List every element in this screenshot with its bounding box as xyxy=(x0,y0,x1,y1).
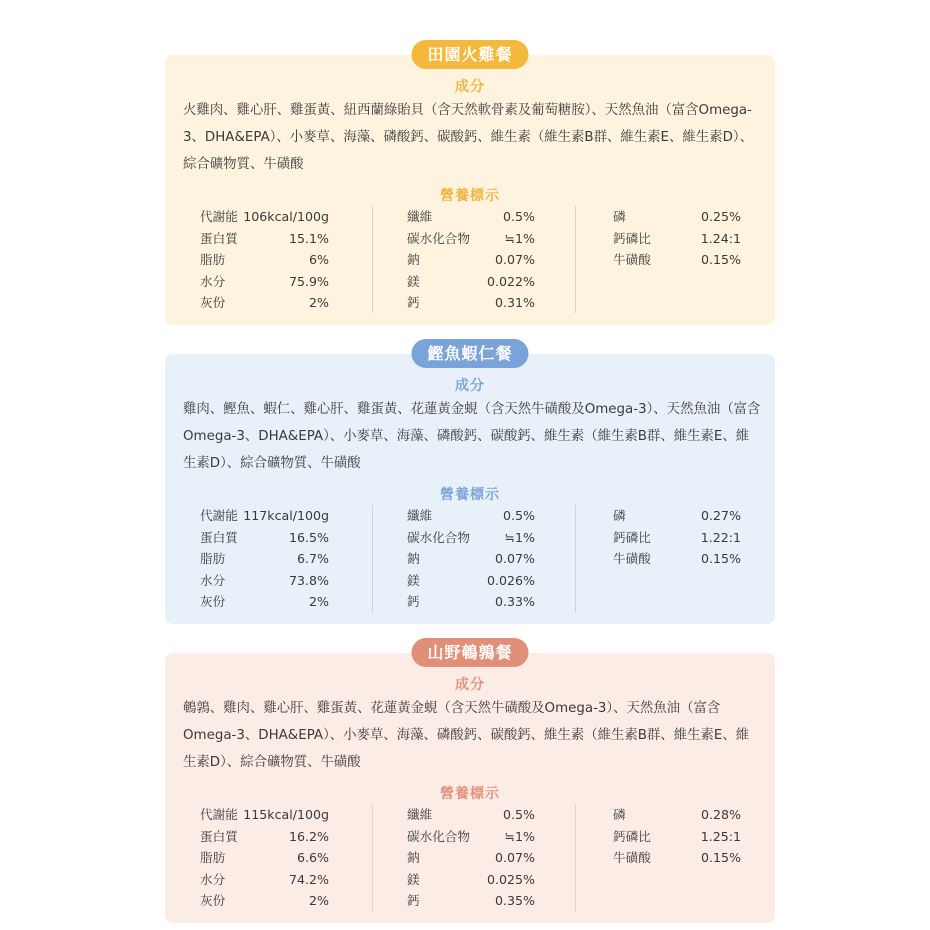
nutrition-label: 水分 xyxy=(200,572,226,588)
nutrition-label: 牛磺酸 xyxy=(613,551,651,567)
nutrition-column xyxy=(407,505,535,613)
nutrition-value: 74.2% xyxy=(288,871,329,887)
nutrition-row xyxy=(200,847,329,869)
nutrition-label: 蛋白質 xyxy=(200,230,238,246)
nutrition-heading: 營養標示 xyxy=(440,487,500,503)
nutrition-value: ≒1% xyxy=(504,529,535,545)
nutrition-value: 0.27% xyxy=(700,508,741,523)
ingredients-text: 火雞肉、雞心肝、雞蛋黃、紐西蘭綠貽貝（含天然軟骨素及葡萄糖胺）、天然魚油（富含Omega-3、DHA&EPA）、小麥草、海藻、磷酸鈣、碳酸鈣、維生素（維生素B群、維生素E、維生素D）、綜合礦物質、牛磺酸 xyxy=(183,103,753,172)
nutrition-label: 脂肪 xyxy=(200,551,226,567)
nutrition-row xyxy=(200,591,329,613)
nutrition-row xyxy=(613,847,741,869)
nutrition-value: 2% xyxy=(309,594,329,610)
nutrition-value: 2% xyxy=(309,893,329,909)
nutrition-row xyxy=(407,548,535,570)
nutrition-value: 0.025% xyxy=(486,871,535,887)
nutrition-label: 磷 xyxy=(613,508,626,523)
nutrition-value: 0.28% xyxy=(700,807,741,822)
nutrition-row xyxy=(200,826,329,848)
nutrition-label: 碳水化合物 xyxy=(407,828,470,844)
nutrition-value: 75.9% xyxy=(288,273,329,289)
nutrition-row xyxy=(407,591,535,613)
ingredients-heading: 成分 xyxy=(455,378,485,394)
nutrition-label: 灰份 xyxy=(200,295,226,311)
nutrition-value: 6.7% xyxy=(297,551,329,567)
nutrition-label: 纖維 xyxy=(407,508,433,523)
column-divider xyxy=(372,804,373,911)
nutrition-value: 0.31% xyxy=(494,295,535,311)
nutrition-row xyxy=(407,847,535,869)
nutrition-label: 脂肪 xyxy=(200,850,226,866)
nutrition-row xyxy=(407,826,535,848)
column-divider xyxy=(575,206,576,313)
nutrition-label: 碳水化合物 xyxy=(407,230,470,246)
nutrition-value: 1.25:1 xyxy=(700,828,741,844)
nutrition-column xyxy=(613,804,741,869)
nutrition-value: 1.24:1 xyxy=(700,230,741,246)
nutrition-value: 6.6% xyxy=(297,850,329,866)
nutrition-row xyxy=(200,271,329,293)
nutrition-label: 磷 xyxy=(613,209,626,224)
nutrition-label: 水分 xyxy=(200,273,226,289)
nutrition-row xyxy=(407,206,535,228)
nutrition-column xyxy=(200,505,329,613)
nutrition-label: 磷 xyxy=(613,807,626,822)
nutrition-value: 0.25% xyxy=(700,209,741,224)
nutrition-row xyxy=(407,271,535,293)
nutrition-value: 0.33% xyxy=(494,594,535,610)
nutrition-value: 1.22:1 xyxy=(700,529,741,545)
nutrition-row xyxy=(613,548,741,570)
nutrition-value: ≒1% xyxy=(504,230,535,246)
nutrition-value: 0.5% xyxy=(503,807,535,822)
nutrition-row xyxy=(200,228,329,250)
nutrition-label: 代謝能 xyxy=(200,209,238,224)
nutrition-value: 0.15% xyxy=(700,850,741,866)
nutrition-row xyxy=(407,804,535,826)
product-title-badge: 山野鵪鶉餐 xyxy=(411,638,528,667)
ingredients-text: 鵪鶉、雞肉、雞心肝、雞蛋黃、花蓮黃金蜆（含天然牛磺酸及Omega-3）、天然魚油（富含Omega-3、DHA&EPA）、小麥草、海藻、磷酸鈣、碳酸鈣、維生素（維生素B群、維生素E、維生素D）、綜合礦物質、牛磺酸 xyxy=(183,701,750,770)
nutrition-value: 0.026% xyxy=(486,572,535,588)
nutrition-row xyxy=(613,826,741,848)
nutrition-value: 0.15% xyxy=(700,551,741,567)
nutrition-label: 灰份 xyxy=(200,594,226,610)
nutrition-value: 106kcal/100g xyxy=(243,209,329,224)
nutrition-row xyxy=(200,292,329,314)
nutrition-label: 牛磺酸 xyxy=(613,252,651,268)
nutrition-label: 碳水化合物 xyxy=(407,529,470,545)
nutrition-label: 鎂 xyxy=(407,273,420,289)
nutrition-row xyxy=(407,505,535,527)
nutrition-label: 鈉 xyxy=(407,252,420,268)
nutrition-row xyxy=(407,249,535,271)
nutrition-value: 0.5% xyxy=(503,209,535,224)
nutrition-row xyxy=(200,890,329,912)
nutrition-value: 0.35% xyxy=(494,893,535,909)
nutrition-row xyxy=(407,292,535,314)
nutrition-row xyxy=(407,890,535,912)
nutrition-value: 0.07% xyxy=(494,850,535,866)
nutrition-row xyxy=(200,869,329,891)
nutrition-row xyxy=(200,548,329,570)
nutrition-heading: 營養標示 xyxy=(440,188,500,204)
column-divider xyxy=(372,206,373,313)
nutrition-label: 纖維 xyxy=(407,209,433,224)
nutrition-label: 代謝能 xyxy=(200,807,238,822)
nutrition-row xyxy=(407,869,535,891)
nutrition-row xyxy=(613,527,741,549)
ingredients-text: 雞肉、鰹魚、蝦仁、雞心肝、雞蛋黃、花蓮黃金蜆（含天然牛磺酸及Omega-3）、天然魚油（富含Omega-3、DHA&EPA）、小麥草、海藻、磷酸鈣、碳酸鈣、維生素（維生素B群、維生素E、維生素D）、綜合礦物質、牛磺酸 xyxy=(183,402,761,471)
ingredients-heading: 成分 xyxy=(455,79,485,95)
nutrition-value: 15.1% xyxy=(288,230,329,246)
nutrition-label: 鎂 xyxy=(407,572,420,588)
nutrition-label: 灰份 xyxy=(200,893,226,909)
nutrition-label: 脂肪 xyxy=(200,252,226,268)
product-card-quail xyxy=(165,643,775,923)
nutrition-column xyxy=(407,804,535,912)
nutrition-label: 鈣 xyxy=(407,594,420,610)
nutrition-column xyxy=(407,206,535,314)
nutrition-row xyxy=(200,527,329,549)
nutrition-label: 鎂 xyxy=(407,871,420,887)
nutrition-label: 代謝能 xyxy=(200,508,238,523)
nutrition-label: 鈣磷比 xyxy=(613,828,651,844)
nutrition-column xyxy=(200,804,329,912)
product-card-bonito-shrimp xyxy=(165,344,775,624)
nutrition-row xyxy=(613,206,741,228)
nutrition-value: 0.07% xyxy=(494,252,535,268)
nutrition-value: ≒1% xyxy=(504,828,535,844)
nutrition-column xyxy=(200,206,329,314)
nutrition-label: 蛋白質 xyxy=(200,529,238,545)
nutrition-row xyxy=(613,804,741,826)
nutrition-row xyxy=(200,249,329,271)
nutrition-label: 鈣 xyxy=(407,893,420,909)
nutrition-label: 鈉 xyxy=(407,551,420,567)
nutrition-label: 鈣磷比 xyxy=(613,529,651,545)
nutrition-value: 2% xyxy=(309,295,329,311)
product-title-badge: 鰹魚蝦仁餐 xyxy=(411,339,528,368)
nutrition-column xyxy=(613,206,741,271)
nutrition-row xyxy=(200,505,329,527)
nutrition-value: 117kcal/100g xyxy=(243,508,329,523)
nutrition-value: 73.8% xyxy=(288,572,329,588)
nutrition-label: 蛋白質 xyxy=(200,828,238,844)
nutrition-row xyxy=(200,804,329,826)
nutrition-label: 鈣 xyxy=(407,295,420,311)
nutrition-row xyxy=(407,228,535,250)
nutrition-row xyxy=(407,570,535,592)
nutrition-value: 6% xyxy=(309,252,329,268)
nutrition-row xyxy=(200,206,329,228)
nutrition-label: 鈣磷比 xyxy=(613,230,651,246)
column-divider xyxy=(575,505,576,612)
nutrition-value: 0.15% xyxy=(700,252,741,268)
nutrition-label: 纖維 xyxy=(407,807,433,822)
nutrition-value: 0.07% xyxy=(494,551,535,567)
nutrition-row xyxy=(613,505,741,527)
product-card-turkey xyxy=(165,45,775,325)
nutrition-value: 16.2% xyxy=(288,828,329,844)
nutrition-row xyxy=(200,570,329,592)
nutrition-label: 水分 xyxy=(200,871,226,887)
product-title-badge: 田園火雞餐 xyxy=(411,40,528,69)
nutrition-column xyxy=(613,505,741,570)
nutrition-value: 0.022% xyxy=(486,273,535,289)
nutrition-heading: 營養標示 xyxy=(440,786,500,802)
nutrition-value: 16.5% xyxy=(288,529,329,545)
column-divider xyxy=(372,505,373,612)
nutrition-label: 鈉 xyxy=(407,850,420,866)
nutrition-value: 0.5% xyxy=(503,508,535,523)
column-divider xyxy=(575,804,576,911)
nutrition-row xyxy=(407,527,535,549)
nutrition-row xyxy=(613,228,741,250)
nutrition-row xyxy=(613,249,741,271)
ingredients-heading: 成分 xyxy=(455,677,485,693)
nutrition-value: 115kcal/100g xyxy=(243,807,329,822)
nutrition-label: 牛磺酸 xyxy=(613,850,651,866)
